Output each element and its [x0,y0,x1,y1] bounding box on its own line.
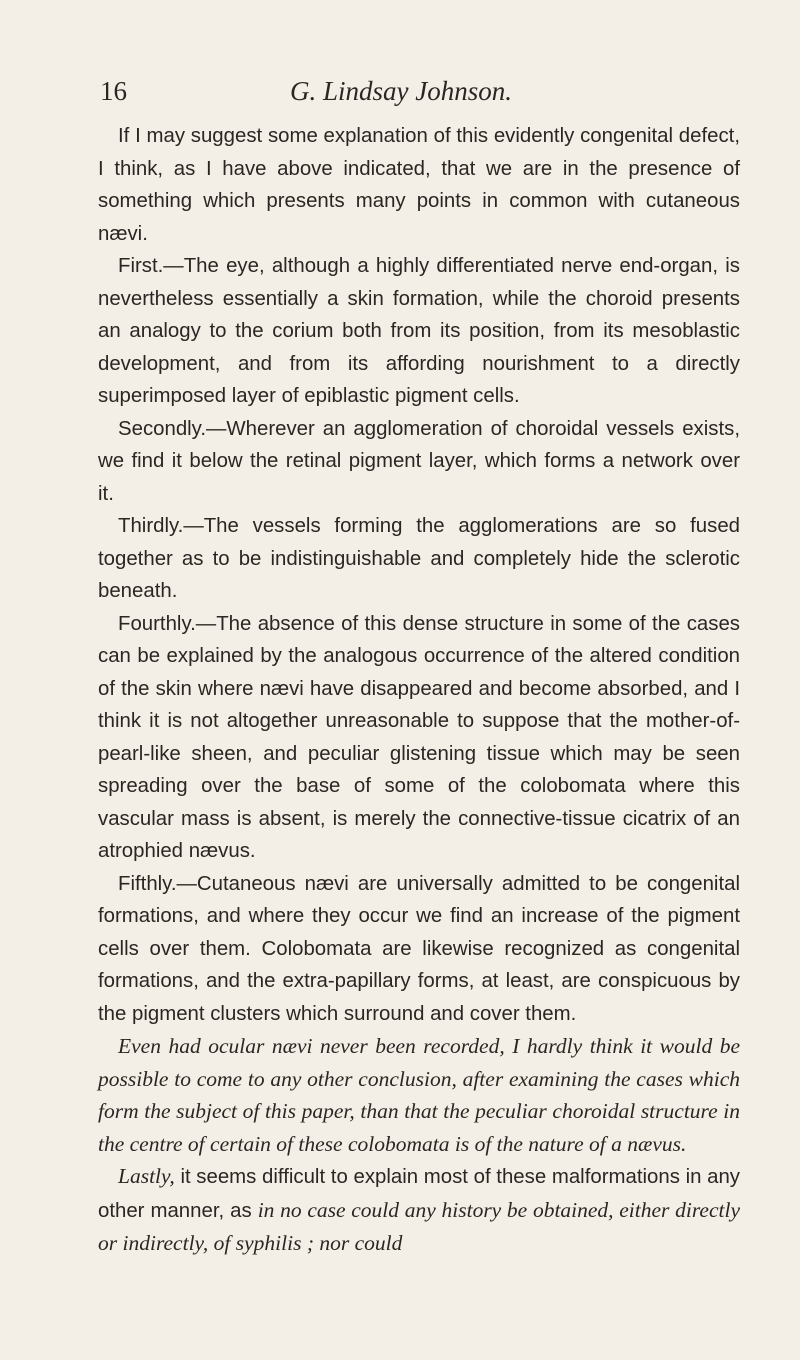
paragraph-lastly [98,1160,740,1261]
lastly-middle: it seems difficult to explain most of these malformations in any other manner, as [98,1166,740,1222]
paragraph-fifthly: Fifthly.—Cutaneous nævi are universally admitted to be congenital formations, and where they occur we find an increase of the pigment cells over them. Colobomata are likewise recognized as congenital formations, and the extra-papillary forms, at least, are conspicuous by the pigment clusters which surround and cover them. [98,872,740,1025]
paragraph-first: First.—The eye, although a highly differentiated nerve end-organ, is nevertheless essentially a skin formation, while the choroid presents an analogy to the corium both from its position, from its mesoblastic development, and from its affording nourishment to a directly superimposed layer of epiblastic pigment cells. [98,255,740,407]
paragraph-secondly: Secondly.—Wherever an agglomeration of choroidal vessels exists, we find it below the retinal pigment layer, which forms a network over it. [98,417,740,505]
running-head: G. Lindsay Johnson. [290,76,512,106]
page-header [100,76,740,112]
body-text [98,120,740,1261]
paragraph-fourthly: Fourthly.—The absence of this dense structure in some of the cases can be explained by the analogous occurrence of the altered condition of the skin where nævi have disappeared and become absorbed, and I think it is not altogether unreasonable to suppose that the mother-of-pearl-like sheen, and peculiar glistening tissue which may be seen spreading over the base of some of the colobomata where this vascular mass is absent, is merely the connective-tissue cicatrix of an atrophied nævus. [98,612,740,862]
paragraph-thirdly: Thirdly.—The vessels forming the agglomerations are so fused together as to be indistinguishable and completely hide the sclerotic beneath. [98,515,740,602]
paragraph-italic-conclusion: Even had ocular nævi never been recorded, I hardly think it would be possible to come to any other conclusion, after examining the cases which form the subject of this paper, than that the peculiar choroidal structure in the centre of certain of these colobomata is of the nature of a nævus. [98,1034,740,1156]
page-number: 16 [100,76,127,106]
paragraph-intro: If I may suggest some explanation of this evidently congenital defect, I think, as I have above indicated, that we are in the presence of something which presents many points in common with cutaneous nævi. [98,125,740,245]
lastly-lead: Lastly, [118,1164,175,1188]
lastly-tail: in no case could any history be obtained, either directly or indirectly, of syphilis ; nor could [98,1197,740,1255]
